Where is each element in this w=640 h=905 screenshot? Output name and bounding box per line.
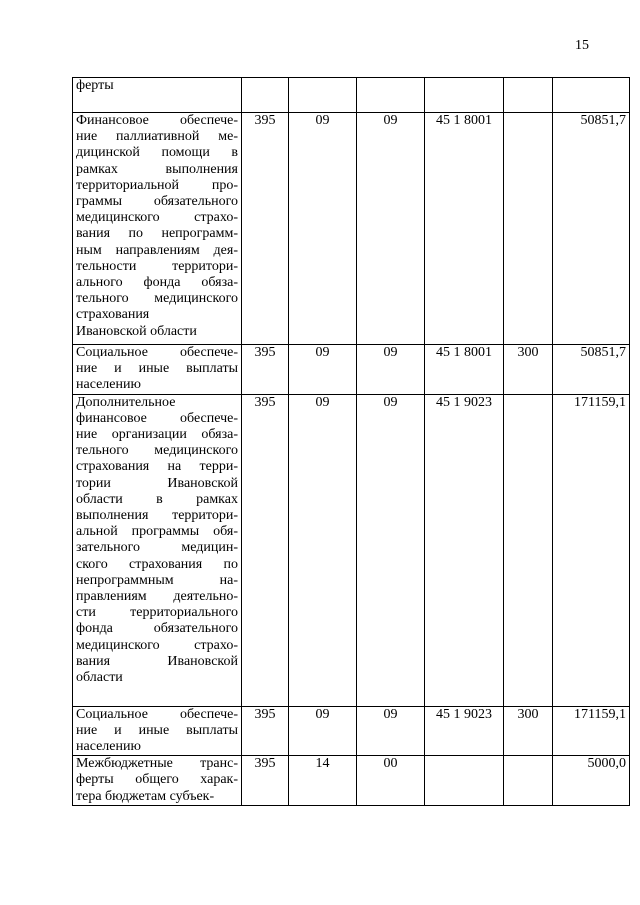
cell-name: Социальное обеспече- ние и иные выплаты населению	[73, 706, 242, 756]
page-number: 15	[575, 38, 589, 53]
cell-grbs: 395	[242, 756, 289, 806]
cell-section: 09	[289, 394, 357, 706]
budget-table	[72, 77, 630, 806]
cell-section	[289, 78, 357, 113]
cell-name: Межбюджетные транс- ферты общего харак- тера бюджетам субъек-	[73, 756, 242, 806]
cell-grbs	[242, 78, 289, 113]
cell-target-article: 45 1 8001	[425, 345, 504, 395]
cell-expense-type	[504, 78, 553, 113]
cell-name: Дополнительное финансовое обеспече- ние организации обяза- тельного медицинского страхования на терри- тории Ивановской области в рамках выполнения территори- альной программы обя- зательного медицин- ского страхования по непрограммным на- правлениям деятельно- сти территориального фонда обязательного медицинского страхо- вания Ивановской области	[73, 394, 242, 706]
cell-name: Финансовое обеспече- ние паллиативной ме- дицинской помощи в рамках выполнения территориальной про- граммы обязательного медицинского страхо- вания по непрограмм- ным направлениям дея- тельности территори- ального фонда обяза- тельного медицинского страхования Ивановской области	[73, 113, 242, 345]
cell-expense-type	[504, 113, 553, 345]
cell-expense-type	[504, 756, 553, 806]
cell-grbs: 395	[242, 394, 289, 706]
cell-amount	[553, 78, 630, 113]
cell-target-article	[425, 756, 504, 806]
cell-target-article	[425, 78, 504, 113]
table-row	[73, 706, 630, 756]
cell-section: 14	[289, 756, 357, 806]
cell-grbs: 395	[242, 113, 289, 345]
cell-subsection: 09	[357, 113, 425, 345]
cell-grbs: 395	[242, 345, 289, 395]
cell-name: ферты	[73, 78, 242, 113]
cell-expense-type	[504, 394, 553, 706]
cell-amount: 5000,0	[553, 756, 630, 806]
table-row	[73, 113, 630, 345]
cell-section: 09	[289, 706, 357, 756]
cell-subsection: 09	[357, 345, 425, 395]
cell-target-article: 45 1 8001	[425, 113, 504, 345]
table-row	[73, 345, 630, 395]
cell-section: 09	[289, 113, 357, 345]
cell-expense-type: 300	[504, 345, 553, 395]
cell-expense-type: 300	[504, 706, 553, 756]
cell-amount: 171159,1	[553, 706, 630, 756]
cell-section: 09	[289, 345, 357, 395]
cell-subsection: 09	[357, 394, 425, 706]
cell-amount: 50851,7	[553, 113, 630, 345]
cell-name: Социальное обеспече- ние и иные выплаты населению	[73, 345, 242, 395]
cell-target-article: 45 1 9023	[425, 706, 504, 756]
cell-grbs: 395	[242, 706, 289, 756]
table-row	[73, 394, 630, 706]
cell-target-article: 45 1 9023	[425, 394, 504, 706]
cell-subsection: 00	[357, 756, 425, 806]
cell-amount: 50851,7	[553, 345, 630, 395]
cell-subsection: 09	[357, 706, 425, 756]
cell-amount: 171159,1	[553, 394, 630, 706]
table-row	[73, 78, 630, 113]
table-row	[73, 756, 630, 806]
cell-subsection	[357, 78, 425, 113]
